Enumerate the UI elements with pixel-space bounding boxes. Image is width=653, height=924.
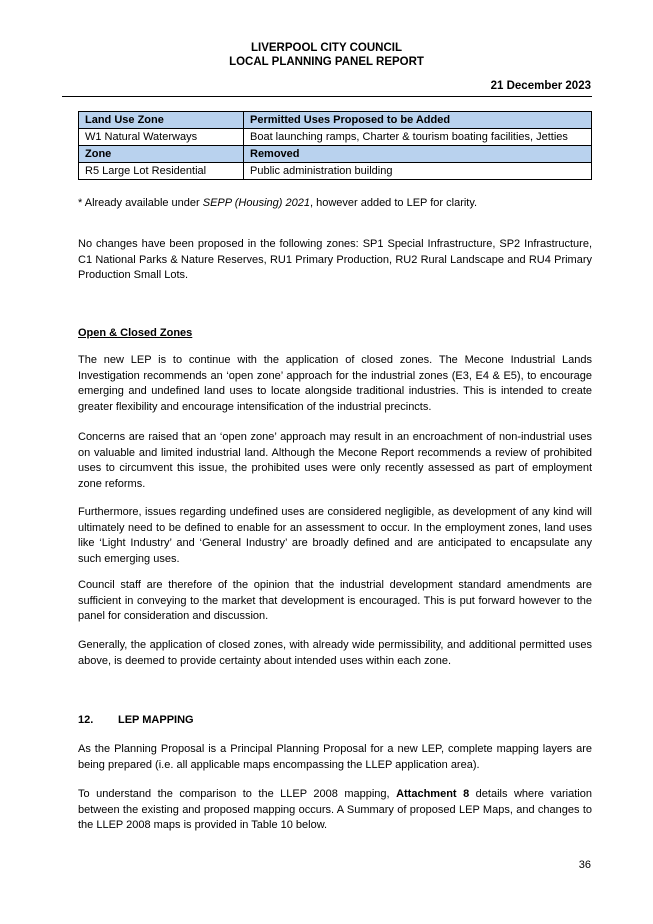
attachment-reference: Attachment 8	[396, 788, 470, 800]
text-run: To understand the comparison to the LLEP 2008 mapping,	[78, 788, 397, 800]
table-cell: Boat launching ramps, Charter & tourism boating facilities, Jetties	[244, 129, 592, 146]
section-number: 12.	[78, 714, 94, 726]
table-header-row	[79, 112, 592, 129]
table-cell: W1 Natural Waterways	[79, 129, 244, 146]
council-name: LIVERPOOL CITY COUNCIL	[250, 42, 402, 54]
section-heading-lep-mapping	[78, 713, 194, 727]
section-heading-open-closed-zones: Open & Closed Zones	[78, 327, 193, 339]
table-header-row	[79, 146, 592, 163]
report-date: 21 December 2023	[490, 80, 591, 92]
table-header-cell: Land Use Zone	[79, 112, 244, 129]
section-title: LEP MAPPING	[118, 714, 194, 726]
no-changes-paragraph: No changes have been proposed in the following zones: SP1 Special Infrastructure, SP2 Infrastructure, C1 National Parks & Nature Reserves, RU1 Primary Production, RU2 Rural Landscape and RU4 Primary Production Small Lots.	[78, 238, 592, 281]
table-header-cell: Permitted Uses Proposed to be Added	[244, 112, 592, 129]
permitted-uses-table	[78, 111, 592, 180]
body-paragraph: Generally, the application of closed zones, with already wide permissibility, and additional permitted uses above, is deemed to provide certainty about intended uses within each zone.	[78, 639, 592, 667]
page-number: 36	[578, 859, 591, 871]
table-row	[79, 129, 592, 146]
table-header-cell: Zone	[79, 146, 244, 163]
footnote-policy-name: SEPP (Housing) 2021	[202, 197, 310, 209]
body-paragraph: Council staff are therefore of the opinion that the industrial development standard amendments are sufficient in conveying to the market that development is encouraged. This is put forward however to the panel for consideration and discussion.	[78, 579, 592, 622]
table-row	[79, 163, 592, 180]
body-paragraph: As the Planning Proposal is a Principal Planning Proposal for a new LEP, complete mapping layers are being prepared (i.e. all applicable maps encompassing the LLEP application area).	[78, 743, 592, 771]
table-cell: Public administration building	[244, 163, 592, 180]
header-divider	[62, 96, 592, 97]
table-header-cell: Removed	[244, 146, 592, 163]
body-paragraph: Concerns are raised that an ‘open zone’ approach may result in an encroachment of non-industrial uses on valuable and limited industrial land. Although the Mecone Report recommends a review of prohibited uses to circumvent this issue, the prohibited uses were only recently assessed as part of employment zone reforms.	[78, 431, 592, 490]
table-footnote	[78, 196, 598, 210]
text-run: details where variation between the existing and proposed mapping occurs. A Summary of proposed LEP Maps, and changes to the LLEP 2008 maps is provided in Table 10 below.	[78, 788, 592, 831]
footnote-prefix: * Already available under	[78, 197, 203, 209]
body-paragraph: The new LEP is to continue with the application of closed zones. The Mecone Industrial Lands Investigation recommends an ‘open zone’ approach for the industrial zones (E3, E4 & E5), to encourage emerging and undefined land uses to locate alongside traditional industries. This is intended to create greater flexibility and encourage intensification of the industrial precincts.	[78, 354, 592, 413]
footnote-suffix: , however added to LEP for clarity.	[309, 197, 478, 209]
table-cell: R5 Large Lot Residential	[79, 163, 244, 180]
report-title: LOCAL PLANNING PANEL REPORT	[229, 56, 424, 68]
body-paragraph	[78, 787, 592, 834]
body-paragraph: Furthermore, issues regarding undefined uses are considered negligible, as development of any kind will ultimately need to be defined to enable for an assessment to occur. In the employment zones, land uses like ‘Light Industry’ and ‘General Industry’ are broadly defined and are anticipated to encapsulate any such emerging uses.	[78, 506, 592, 565]
